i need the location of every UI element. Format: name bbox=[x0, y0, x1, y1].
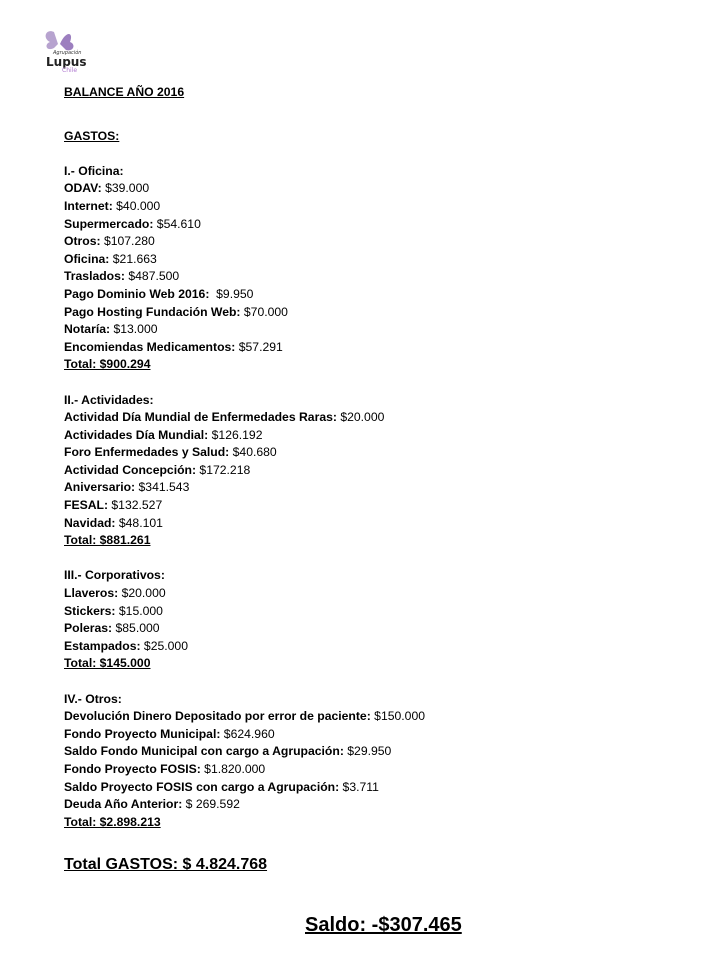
expense-value: $39.000 bbox=[101, 181, 150, 196]
expense-value: $3.711 bbox=[339, 779, 379, 794]
logo-brand-text: Lupus bbox=[46, 55, 87, 69]
expense-label: Actividad Día Mundial de Enfermedades Raras: bbox=[64, 410, 337, 425]
expense-row bbox=[64, 233, 684, 251]
expense-value: $25.000 bbox=[140, 638, 188, 653]
expense-row bbox=[64, 268, 684, 286]
butterfly-left-wing bbox=[46, 31, 58, 49]
expense-value: $487.500 bbox=[124, 269, 180, 284]
expense-label: Actividad Concepción: bbox=[64, 462, 197, 477]
expense-label: Pago Dominio Web 2016: bbox=[64, 286, 210, 301]
expense-row bbox=[64, 708, 684, 726]
expense-value: $48.101 bbox=[115, 515, 163, 530]
logo-bottom-text: Chile bbox=[62, 67, 78, 74]
expense-value: $20.000 bbox=[118, 586, 166, 601]
expense-row bbox=[64, 796, 684, 814]
expense-value: $107.280 bbox=[100, 234, 155, 249]
expense-label: Devolución Dinero Depositado por error de paciente: bbox=[64, 709, 371, 724]
expense-row bbox=[64, 462, 684, 480]
expense-label: Fondo Proyecto Municipal: bbox=[64, 726, 221, 741]
expense-row bbox=[64, 497, 684, 515]
expense-value: $132.527 bbox=[108, 498, 163, 513]
expense-row bbox=[64, 638, 684, 656]
expense-row bbox=[64, 779, 684, 797]
expense-label: Actividades Día Mundial: bbox=[64, 427, 209, 442]
section-total: Total: $2.898.213 bbox=[64, 814, 161, 829]
document-title: BALANCE AÑO 2016 bbox=[64, 85, 185, 99]
expense-label: Supermercado: bbox=[64, 216, 154, 231]
expense-value: $29.950 bbox=[343, 744, 392, 759]
expense-value: $40.000 bbox=[112, 198, 161, 213]
expense-row bbox=[64, 409, 684, 427]
section-heading: III.- Corporativos: bbox=[64, 568, 165, 583]
expense-row bbox=[64, 620, 684, 638]
expense-value: $57.291 bbox=[235, 339, 283, 354]
gastos-heading: GASTOS: bbox=[64, 128, 120, 143]
expense-value: $20.000 bbox=[336, 410, 385, 425]
expense-row bbox=[64, 304, 684, 322]
expense-label: Fondo Proyecto FOSIS: bbox=[64, 761, 201, 776]
expense-label: Poleras: bbox=[64, 621, 113, 636]
expense-row bbox=[64, 515, 684, 533]
expense-label: ODAV: bbox=[64, 181, 102, 196]
expense-value: $9.950 bbox=[209, 286, 254, 301]
expense-label: Llaveros: bbox=[64, 586, 119, 601]
expense-label: Oficina: bbox=[64, 251, 110, 266]
expense-value: $150.000 bbox=[370, 709, 426, 724]
expense-row bbox=[64, 180, 684, 198]
expense-value: $13.000 bbox=[110, 322, 158, 337]
section-heading: IV.- Otros: bbox=[64, 691, 122, 706]
expense-label: Deuda Año Anterior: bbox=[64, 797, 183, 812]
saldo-total: Saldo: -$307.465 bbox=[305, 914, 462, 936]
expense-value: $21.663 bbox=[109, 251, 157, 266]
expense-label: Pago Hosting Fundación Web: bbox=[64, 304, 241, 319]
expense-row bbox=[64, 321, 684, 339]
expense-value: $172.218 bbox=[196, 462, 251, 477]
section-total: Total: $881.261 bbox=[64, 533, 151, 548]
expense-row bbox=[64, 585, 684, 603]
section-total: Total: $145.000 bbox=[64, 656, 151, 671]
expense-value: $70.000 bbox=[240, 304, 288, 319]
expense-value: $341.543 bbox=[135, 480, 190, 495]
expense-row bbox=[64, 743, 684, 761]
expense-label: Otros: bbox=[64, 234, 101, 249]
expense-value: $15.000 bbox=[115, 603, 163, 618]
expense-label: FESAL: bbox=[64, 498, 109, 513]
expense-row bbox=[64, 444, 684, 462]
expense-label: Saldo Fondo Municipal con cargo a Agrupación: bbox=[64, 744, 344, 759]
logo-top-text: Agrupación bbox=[53, 50, 82, 56]
expense-label: Aniversario: bbox=[64, 480, 136, 495]
expense-row bbox=[64, 427, 684, 445]
section-heading: II.- Actividades: bbox=[64, 392, 154, 407]
expense-row bbox=[64, 761, 684, 779]
expense-row bbox=[64, 603, 684, 621]
expense-row bbox=[64, 479, 684, 497]
expense-label: Foro Enfermedades y Salud: bbox=[64, 445, 230, 460]
expense-row bbox=[64, 286, 684, 304]
expense-label: Traslados: bbox=[64, 269, 125, 284]
expense-value: $85.000 bbox=[112, 621, 160, 636]
lupus-logo bbox=[40, 28, 90, 74]
expense-label: Stickers: bbox=[64, 603, 116, 618]
expense-row bbox=[64, 198, 684, 216]
butterfly-right-wing bbox=[60, 34, 73, 50]
expense-sections bbox=[64, 163, 684, 832]
expense-label: Notaría: bbox=[64, 322, 111, 337]
expense-row bbox=[64, 251, 684, 269]
expense-label: Navidad: bbox=[64, 515, 116, 530]
expense-label: Encomiendas Medicamentos: bbox=[64, 339, 236, 354]
expense-value: $ 269.592 bbox=[182, 797, 240, 812]
expense-row bbox=[64, 339, 684, 357]
expense-label: Saldo Proyecto FOSIS con cargo a Agrupación: bbox=[64, 779, 340, 794]
expense-label: Internet: bbox=[64, 198, 113, 213]
balance-document bbox=[64, 84, 684, 831]
expense-value: $54.610 bbox=[153, 216, 201, 231]
expense-row bbox=[64, 216, 684, 234]
expense-value: $40.680 bbox=[229, 445, 277, 460]
expense-row bbox=[64, 726, 684, 744]
section-heading: I.- Oficina: bbox=[64, 163, 124, 178]
grand-total: Total GASTOS: $ 4.824.768 bbox=[64, 856, 268, 873]
expense-value: $1.820.000 bbox=[200, 761, 266, 776]
expense-value: $126.192 bbox=[208, 427, 263, 442]
section-total: Total: $900.294 bbox=[64, 357, 151, 372]
expense-value: $624.960 bbox=[220, 726, 275, 741]
expense-label: Estampados: bbox=[64, 638, 141, 653]
